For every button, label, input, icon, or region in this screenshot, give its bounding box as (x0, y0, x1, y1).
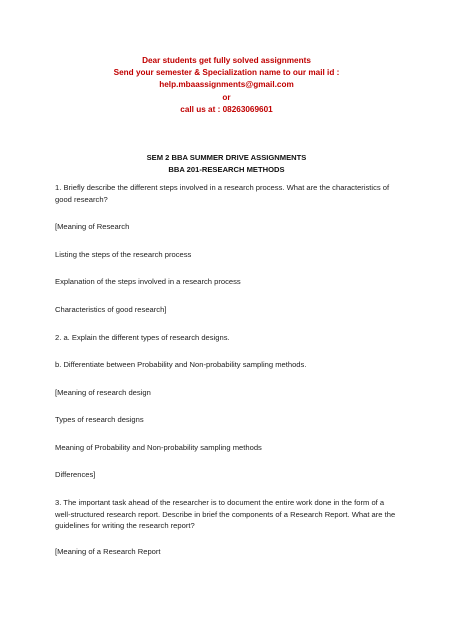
answer-outline-1-d: Characteristics of good research] (55, 305, 167, 314)
header-email: help.mbaassignments@gmail.com (159, 80, 294, 90)
question-1: 1. Briefly describe the different steps involved in a research process. What are the characteristics of good research? (55, 183, 390, 204)
header-line-1: Dear students get fully solved assignments (142, 56, 311, 65)
header-or: or (222, 92, 231, 102)
answer-outline-2-d: Differences] (55, 470, 96, 479)
header-line-2: Send your semester & Specialization name to our mail id : (113, 68, 340, 78)
answer-outline-2-a: [Meaning of research design (55, 388, 151, 397)
answer-outline-1-c: Explanation of the steps involved in a research process (55, 277, 241, 286)
title-line-1: SEM 2 BBA SUMMER DRIVE ASSIGNMENTS (146, 153, 307, 162)
answer-outline-1-a: [Meaning of Research (55, 222, 130, 231)
document-title (0, 152, 453, 175)
answer-outline-2-c: Meaning of Probability and Non-probability sampling methods (55, 443, 262, 452)
answer-outline-1-b: Listing the steps of the research process (55, 250, 192, 259)
question-2a: 2. a. Explain the different types of research designs. (55, 333, 230, 342)
contact-header (0, 55, 453, 116)
answer-outline-2-b: Types of research designs (55, 415, 144, 424)
question-2b: b. Differentiate between Probability and Non-probability sampling methods. (55, 360, 307, 369)
question-3: 3. The important task ahead of the researcher is to document the entire work done in the form of a well-structured research report. Describe in brief the components of a Research Report. What are the guidelines for writing the research report? (55, 498, 396, 531)
answer-outline-3-a: [Meaning of a Research Report (55, 547, 161, 556)
title-line-2: BBA 201-RESEARCH METHODS (168, 164, 285, 174)
header-phone: call us at : 08263069601 (180, 104, 273, 114)
